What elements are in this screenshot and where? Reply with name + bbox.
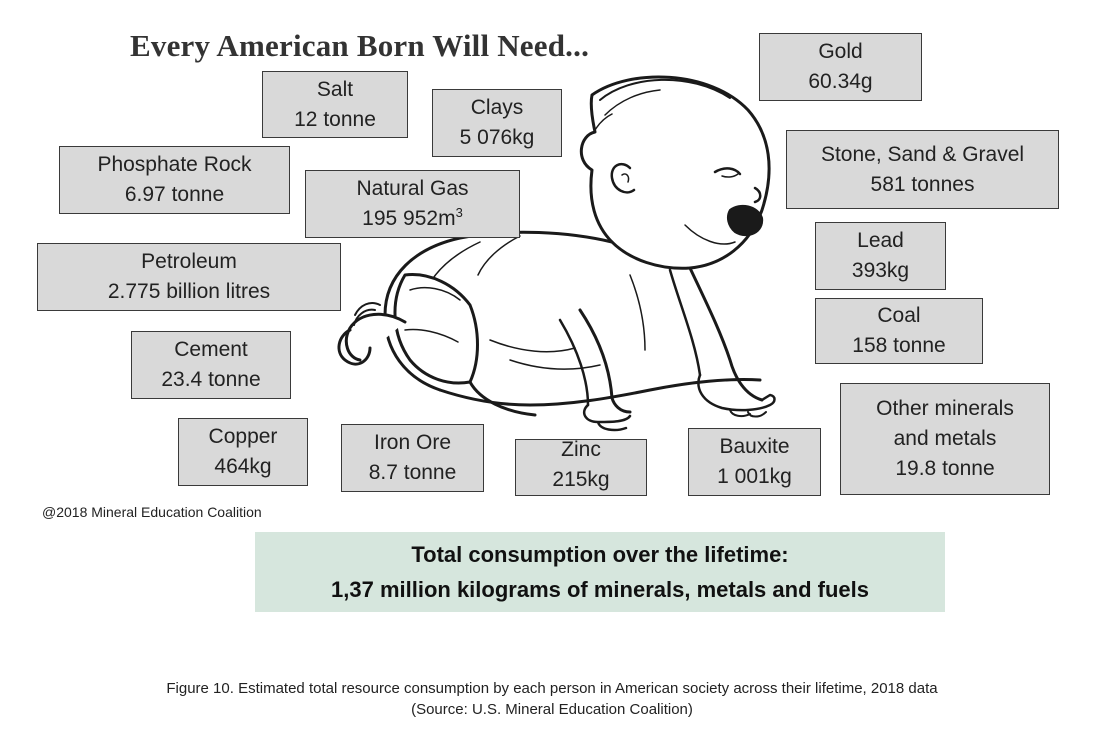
lead-box [815, 222, 946, 290]
cement-amount: 23.4 tonne [161, 368, 261, 391]
other-minerals-amount: 19.8 tonne [895, 457, 995, 480]
iron-ore-label: Iron Ore [373, 431, 452, 454]
copper-amount: 464kg [214, 455, 272, 478]
other-minerals-label-line1: Other minerals [876, 397, 1014, 420]
zinc-label: Zinc [561, 438, 601, 461]
bauxite-amount: 1 001kg [717, 465, 792, 488]
total-consumption-line2: 1,37 million kilograms of minerals, metals and fuels [331, 577, 869, 602]
gold-label: Gold [818, 40, 863, 63]
copper-label: Copper [208, 425, 278, 448]
phosphate-rock-amount: 6.97 tonne [124, 183, 225, 206]
salt-box [262, 71, 408, 138]
coal-amount: 158 tonne [852, 334, 946, 357]
clays-box [432, 89, 562, 157]
natural-gas-box [305, 170, 520, 238]
figure-caption [0, 678, 1104, 720]
clays-amount: 5 076kg [459, 126, 535, 149]
figure-caption-source: (Source: U.S. Mineral Education Coalition) [411, 701, 693, 718]
bauxite-box [688, 428, 821, 496]
phosphate-rock-label: Phosphate Rock [97, 153, 252, 176]
other-minerals-label-line2: and metals [893, 427, 997, 450]
petroleum-box [37, 243, 341, 311]
infographic-title: Every American Born Will Need... [130, 28, 590, 63]
cement-box [131, 331, 291, 399]
figure-caption-line1: Figure 10. Estimated total resource consumption by each person in American society across their lifetime, 2018 data [166, 680, 938, 697]
gold-amount: 60.34g [808, 70, 873, 93]
iron-ore-amount: 8.7 tonne [368, 461, 457, 484]
zinc-box [515, 439, 647, 496]
lead-amount: 393kg [851, 259, 910, 282]
stone-sand-gravel-box [786, 130, 1059, 209]
gold-box [759, 33, 922, 101]
salt-amount: 12 tonne [294, 107, 376, 131]
other-minerals-box [840, 383, 1050, 495]
lead-label: Lead [857, 229, 904, 252]
copyright-credit: @2018 Mineral Education Coalition [42, 504, 262, 520]
phosphate-rock-box [59, 146, 290, 214]
clays-label: Clays [470, 96, 524, 119]
bauxite-label: Bauxite [719, 435, 790, 458]
salt-label: Salt [316, 77, 354, 101]
total-consumption-banner [255, 532, 945, 612]
iron-ore-box [341, 424, 484, 492]
natural-gas-unit-superscript: 3 [455, 205, 463, 220]
coal-label: Coal [877, 304, 921, 327]
petroleum-label: Petroleum [141, 250, 237, 273]
coal-box [815, 298, 983, 364]
total-consumption-line1: Total consumption over the lifetime: [411, 542, 789, 567]
copper-box [178, 418, 308, 486]
petroleum-amount: 2.775 billion litres [107, 280, 271, 303]
stone-sand-gravel-label: Stone, Sand & Gravel [820, 142, 1025, 166]
zinc-amount: 215kg [552, 468, 610, 491]
natural-gas-amount [362, 204, 463, 234]
natural-gas-value: 195 952m [362, 207, 456, 230]
stone-sand-gravel-amount: 581 tonnes [870, 172, 975, 196]
cement-label: Cement [174, 338, 248, 361]
natural-gas-label: Natural Gas [356, 177, 469, 200]
